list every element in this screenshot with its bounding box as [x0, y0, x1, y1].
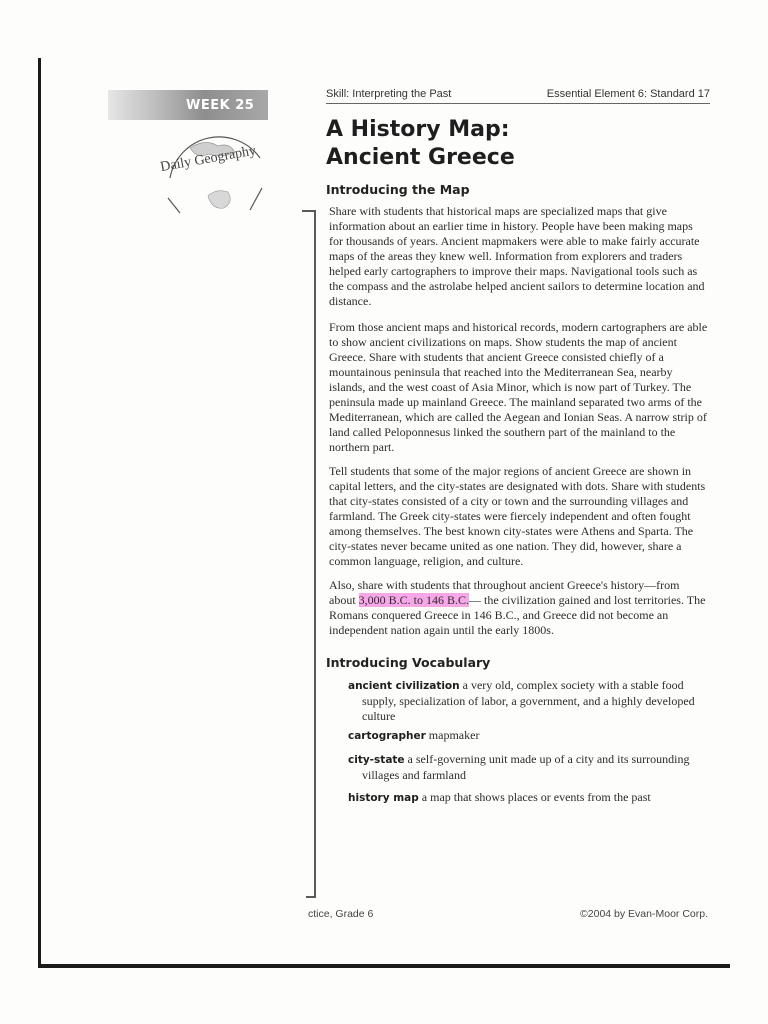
- header-divider: [326, 103, 710, 104]
- vocab-definition: a very old, complex society with a stable food supply, specialization of labor, a government, and a highly developed culture: [362, 678, 695, 723]
- vocab-term: history map: [348, 792, 419, 804]
- skill-label: Skill: Interpreting the Past: [326, 88, 452, 100]
- vocab-term: cartographer: [348, 730, 426, 742]
- margin-bracket: [314, 210, 316, 898]
- scan-border-bottom: [38, 964, 730, 968]
- vocab-entry-city-state: [348, 752, 714, 783]
- vocab-term: city-state: [348, 754, 405, 766]
- paragraph-4: [329, 578, 709, 638]
- paragraph-2: From those ancient maps and historical records, modern cartographers are able to show ancient civilizations on maps. Show students the map of ancient Greece. Share with students that ancient Greece consisted chiefly of a mountainous peninsula that reached into the Mediterranean Sea, nearby islands, and the west coast of Asia Minor, which is now part of Turkey. The peninsula made up mainland Greece. The mainland separated two arms of the Mediterranean, which are called the Aegean and Ionian Seas. A narrow strip of land called Peloponnesus linked the southern part of the mainland to the northern part.: [329, 320, 708, 454]
- week-label: WEEK 25: [186, 98, 255, 113]
- paragraph-1: Share with students that historical maps are specialized maps that give information about an earlier time in history. People have been making maps for thousands of years. Ancient mapmakers were able to make fairly accurate maps of the areas they knew well. Information from explorers and traders helped early cartographers to improve their maps. Navigational tools such as the compass and the astrolabe helped ancient sailors to determine location and distance.: [329, 204, 705, 308]
- paragraph-4-end: — the civilization gained and lost territories. The Romans conquered Greece in 146 B.C., and Greece did not become an independent nation again until the early 1800s.: [329, 593, 706, 637]
- title-line-2: Ancient Greece: [326, 145, 515, 170]
- vocab-term: ancient civilization: [348, 680, 460, 692]
- vocab-entry-cartographer: [348, 728, 714, 744]
- vocab-definition: mapmaker: [428, 728, 480, 742]
- margin-bracket-bottom: [306, 896, 315, 898]
- vocab-definition: a map that shows places or events from the past: [421, 790, 651, 804]
- footer-book-title: ctice, Grade 6: [308, 908, 374, 920]
- page-title: [326, 116, 515, 172]
- highlighted-date-range: 3,000 B.C. to 146 B.C.: [358, 593, 470, 607]
- footer-copyright: ©2004 by Evan-Moor Corp.: [580, 908, 708, 920]
- vocab-entry-ancient-civilization: [348, 678, 714, 724]
- paragraph-4-start: Also, share with students that throughout ancient Greece's history—from about: [329, 578, 680, 607]
- vocab-heading: Introducing Vocabulary: [326, 655, 491, 670]
- title-line-1: A History Map:: [326, 117, 510, 142]
- scan-border-left: [38, 58, 41, 968]
- logo-text: Daily Geography: [159, 143, 258, 176]
- margin-bracket-top: [302, 210, 315, 212]
- intro-heading: Introducing the Map: [326, 182, 470, 197]
- vocab-definition: a self-governing unit made up of a city and its surrounding villages and farmland: [362, 752, 690, 782]
- vocab-entry-history-map: [348, 790, 714, 806]
- standard-label: Essential Element 6: Standard 17: [546, 88, 710, 100]
- paragraph-3: Tell students that some of the major regions of ancient Greece are shown in capital letters, and the city-states are designated with dots. Share with students that city-states consisted of a city or town and the surrounding villages and farmland. The Greek city-states were fiercely independent and often fought among themselves. The best known city-states were Athens and Sparta. The city-states never became united as one nation. They did, however, share a common language, religion, and culture.: [329, 464, 706, 568]
